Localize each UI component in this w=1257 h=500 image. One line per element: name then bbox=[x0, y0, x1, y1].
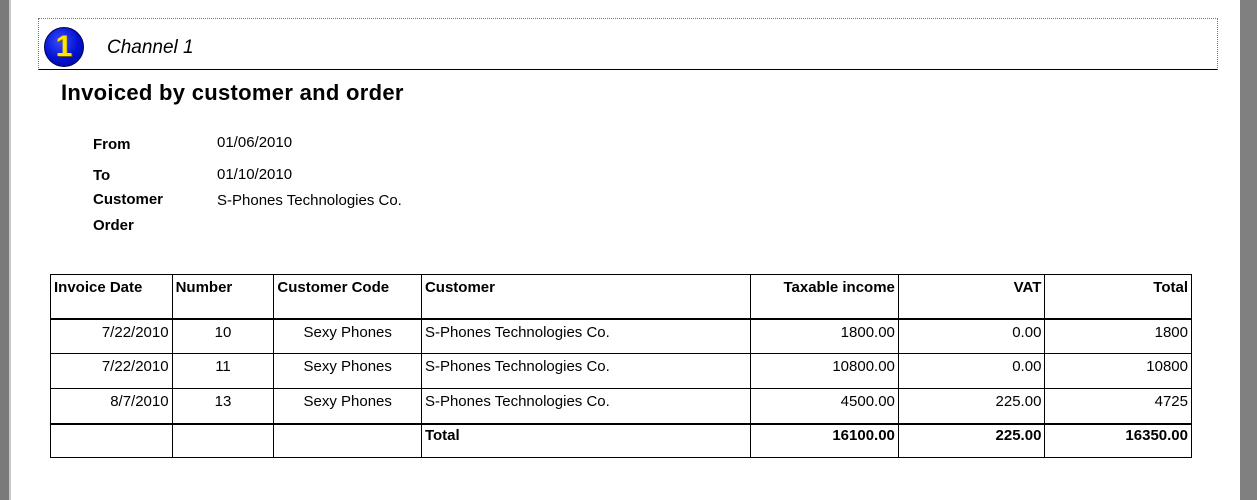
total-taxable-income: 16100.00 bbox=[751, 424, 899, 458]
invoice-table bbox=[50, 274, 1192, 458]
viewer-background bbox=[1240, 0, 1257, 500]
report-title: Invoiced by customer and order bbox=[61, 80, 404, 105]
total-total: 16350.00 bbox=[1045, 424, 1192, 458]
cell-taxable-income: 4500.00 bbox=[751, 389, 899, 424]
cell-customer-code: Sexy Phones bbox=[274, 389, 422, 424]
cell-customer: S-Phones Technologies Co. bbox=[421, 354, 750, 389]
to-label: To bbox=[93, 167, 111, 184]
header-number: Number bbox=[172, 275, 274, 319]
cell-customer: S-Phones Technologies Co. bbox=[421, 319, 750, 354]
cell-taxable-income: 10800.00 bbox=[751, 354, 899, 389]
table-total-row bbox=[51, 424, 1192, 458]
header-customer-code: Customer Code bbox=[274, 275, 422, 319]
total-empty-cell bbox=[51, 424, 173, 458]
cell-invoice-date: 7/22/2010 bbox=[51, 354, 173, 389]
cell-invoice-date: 7/22/2010 bbox=[51, 319, 173, 354]
customer-value: S-Phones Technologies Co. bbox=[217, 192, 402, 209]
cell-total: 1800 bbox=[1045, 319, 1192, 354]
cell-customer: S-Phones Technologies Co. bbox=[421, 389, 750, 424]
cell-customer-code: Sexy Phones bbox=[274, 319, 422, 354]
header-customer: Customer bbox=[421, 275, 750, 319]
channel-number-badge-icon bbox=[44, 27, 84, 67]
cell-total: 10800 bbox=[1045, 354, 1192, 389]
cell-number: 10 bbox=[172, 319, 274, 354]
total-vat: 225.00 bbox=[898, 424, 1045, 458]
page-left-edge bbox=[0, 0, 9, 500]
table-row bbox=[51, 319, 1192, 354]
header-vat: VAT bbox=[898, 275, 1045, 319]
cell-vat: 0.00 bbox=[898, 354, 1045, 389]
table-row bbox=[51, 389, 1192, 424]
cell-number: 13 bbox=[172, 389, 274, 424]
page-left-edge-highlight bbox=[9, 0, 11, 500]
cell-total: 4725 bbox=[1045, 389, 1192, 424]
cell-vat: 0.00 bbox=[898, 319, 1045, 354]
channel-header bbox=[38, 18, 1218, 70]
cell-taxable-income: 1800.00 bbox=[751, 319, 899, 354]
header-total: Total bbox=[1045, 275, 1192, 319]
cell-number: 11 bbox=[172, 354, 274, 389]
to-value: 01/10/2010 bbox=[217, 166, 293, 183]
cell-customer-code: Sexy Phones bbox=[274, 354, 422, 389]
cell-invoice-date: 8/7/2010 bbox=[51, 389, 173, 424]
header-taxable-income: Taxable income bbox=[751, 275, 899, 319]
table-header-row bbox=[51, 275, 1192, 319]
order-label: Order bbox=[93, 217, 134, 234]
header-invoice-date: Invoice Date bbox=[51, 275, 173, 319]
customer-label: Customer bbox=[93, 191, 164, 208]
from-label: From bbox=[93, 136, 131, 153]
channel-number: 1 bbox=[55, 30, 73, 63]
channel-title: Channel 1 bbox=[107, 37, 194, 58]
cell-vat: 225.00 bbox=[898, 389, 1045, 424]
from-value: 01/06/2010 bbox=[217, 134, 293, 151]
total-empty-cell bbox=[172, 424, 274, 458]
total-empty-cell bbox=[274, 424, 422, 458]
table-row bbox=[51, 354, 1192, 389]
total-label: Total bbox=[421, 424, 750, 458]
